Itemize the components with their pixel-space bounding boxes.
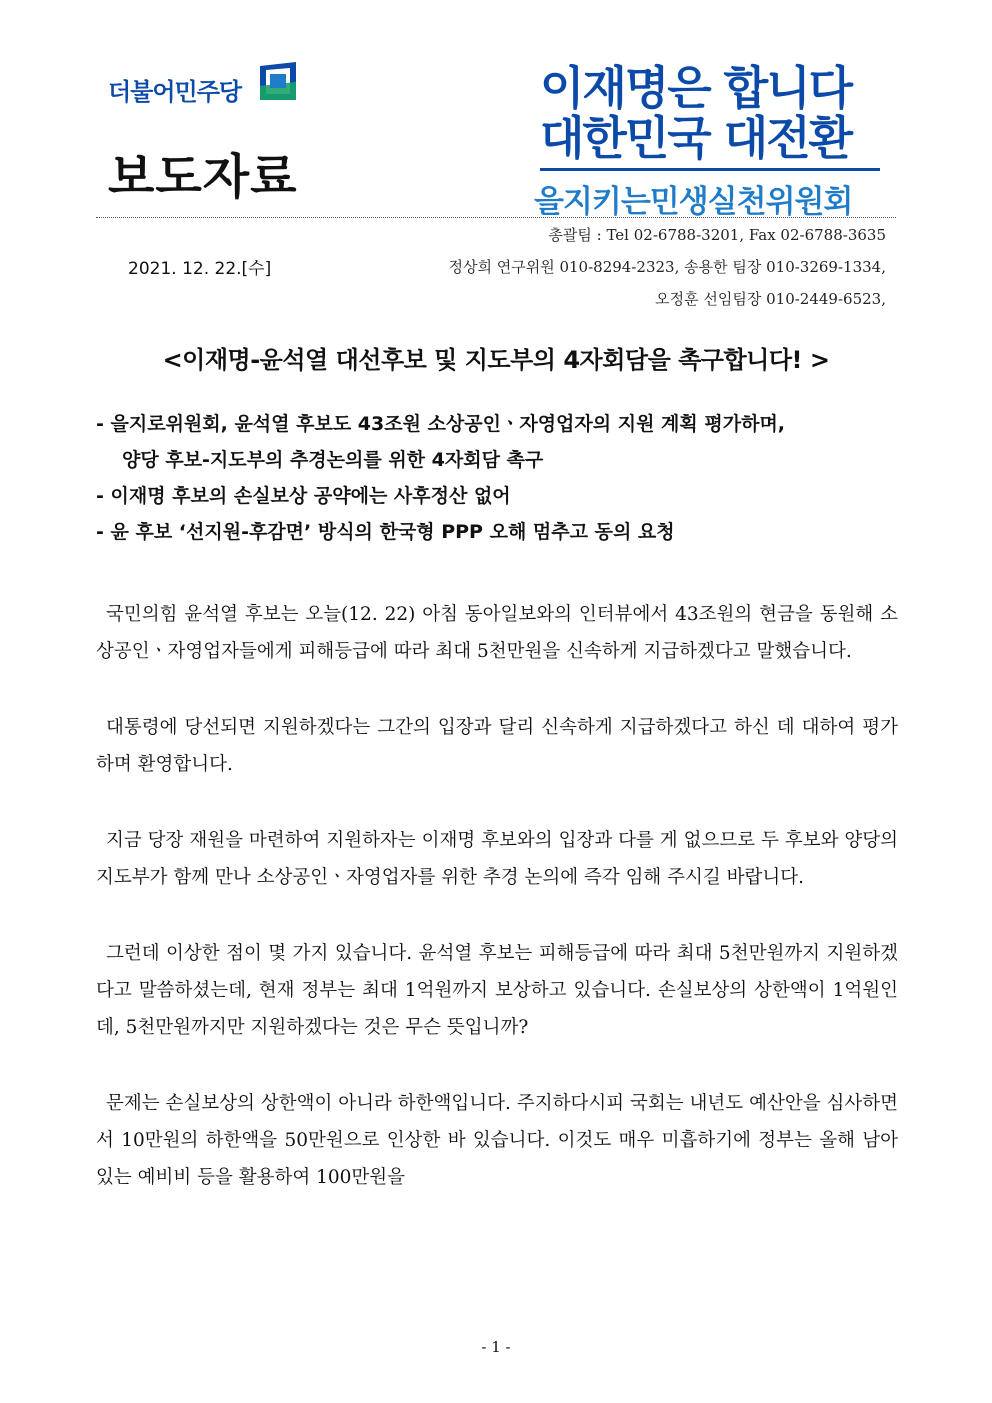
subpoints-list <box>96 406 906 550</box>
body-paragraph: 국민의힘 윤석열 후보는 오늘(12. 22) 아침 동아일보와의 인터뷰에서 43조원의 현금을 동원해 소상공인ㆍ자영업자들에게 피해등급에 따라 최대 5천만원을 신속하게 지급하겠다고 말했습니다. <box>96 604 898 662</box>
document-type: 보도자료 <box>108 149 298 205</box>
slogan-line-1: 이재명은 합니다 <box>540 61 852 115</box>
contact-line-1: 총괄팀 : Tel 02-6788-3201, Fax 02-6788-3635 <box>548 226 886 244</box>
subpoint: 양당 후보-지도부의 추경논의를 위한 4자회담 촉구 <box>122 449 544 471</box>
release-date: 2021. 12. 22.[수] <box>128 259 272 279</box>
subpoint: - 을지로위원회, 윤석열 후보도 43조원 소상공인ㆍ자영업자의 지원 계획 평가하며, <box>96 413 786 435</box>
headline: <이재명-윤석열 대선후보 및 지도부의 4자회담을 촉구합니다! > <box>162 346 830 374</box>
body-text <box>96 596 898 1235</box>
party-logo-icon <box>256 60 300 104</box>
subpoint: - 윤 후보 ‘선지원-후감면’ 방식의 한국형 PPP 오해 멈추고 동의 요청 <box>96 521 675 543</box>
slogan-line-2: 대한민국 대전환 <box>540 111 852 165</box>
page-number: - 1 - <box>481 1338 511 1356</box>
body-paragraph: 그런데 이상한 점이 몇 가지 있습니다. 윤석열 후보는 피해등급에 따라 최대 5천만원까지 지원하겠다고 말씀하셨는데, 현재 정부는 최대 1억원까지 보상하고 있습니다. 손실보상의 상한액이 1억원인데, 5천만원까지만 지원하겠다는 것은 무슨 뜻입니까? <box>96 943 898 1038</box>
committee-name: 을지키는민생실천위원회 <box>534 184 853 220</box>
contact-line-3: 오정훈 선임팀장 010-2449-6523, <box>655 290 886 308</box>
party-name: 더불어민주당 <box>108 78 242 106</box>
body-paragraph: 대통령에 당선되면 지원하겠다는 그간의 입장과 달리 신속하게 지급하겠다고 하신 데 대하여 평가하며 환영합니다. <box>96 717 898 775</box>
slogan-underline <box>540 168 880 171</box>
subpoint: - 이재명 후보의 손실보상 공약에는 사후정산 없어 <box>96 485 511 507</box>
body-paragraph: 지금 당장 재원을 마련하여 지원하자는 이재명 후보와의 입장과 다를 게 없으므로 두 후보와 양당의 지도부가 함께 만나 소상공인ㆍ자영업자를 위한 추경 논의에 즉각 임해 주시길 바랍니다. <box>96 830 898 888</box>
body-paragraph: 문제는 손실보상의 상한액이 아니라 하한액입니다. 주지하다시피 국회는 내년도 예산안을 심사하면서 10만원의 하한액을 50만원으로 인상한 바 있습니다. 이것도 매우 미흡하기에 정부는 올해 남아 있는 예비비 등을 활용하여 100만원을 <box>96 1093 898 1188</box>
header-divider <box>96 217 896 218</box>
contact-line-2: 정상희 연구위원 010-8294-2323, 송용한 팀장 010-3269-1334, <box>448 258 886 276</box>
